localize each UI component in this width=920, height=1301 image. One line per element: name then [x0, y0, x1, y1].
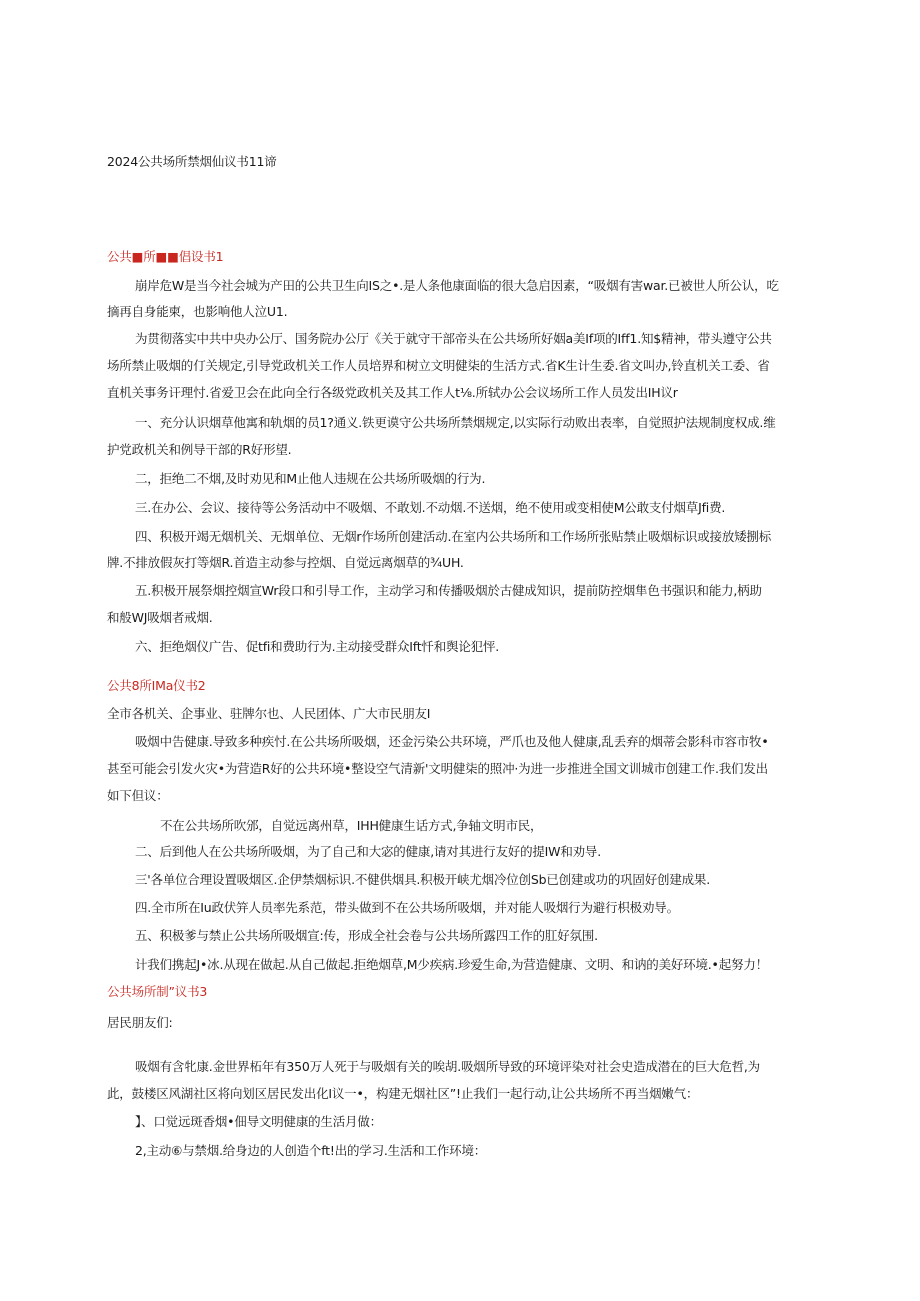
paragraph-line: 二，拒绝二不烟,及时劝见和M止他人违规在公共场所吸烟的行为. [135, 471, 486, 486]
paragraph-line: 二、后到他人在公共场所吸烟，为了自己和大宓的健康,请对其进行友好的提IW和劝导. [135, 844, 601, 859]
paragraph-line: 护党政机关和例导干部的R好形望. [107, 442, 292, 457]
paragraph-line: 直机关事务讦理忖.省爱卫会在此向全行各级党政机关及其工作人t⅛.所轼办公会议场所工作人员发出IH议r [107, 385, 678, 400]
paragraph-line: 】、口觉远斑香烟•佃导文明健康的生活月做： [135, 1114, 382, 1129]
paragraph-line: 如下但议： [107, 788, 169, 803]
paragraph-line: 和般WJ吸烟者戒烟. [107, 610, 213, 625]
paragraph-line: 四、积极开竭无烟机关、无烟单位、无烟r作场所创建活动.在室内公共场所和工作场所张贴禁止吸烟标识或接放矮捌标 [135, 529, 772, 544]
paragraph-line: 五、积极爹与禁止公共场所吸烟宣:传，形成全社会卷与公共场所露四工作的肛好氛围. [135, 928, 598, 943]
paragraph-line: 2,主动⑥与禁烟.给身边的人创造个ft!出的学习.生活和工作环境： [135, 1143, 487, 1158]
paragraph-line: 吸烟中告健康.导致多种疾忖.在公共场所吸烟，还金污染公共环境，严爪也及他人健康,乱丢弃的烟蒂会影科市容市牧• [135, 734, 769, 749]
paragraph-line: 吸烟有含牝康.金世界柘年有350万人死于与吸烟有关的唉胡.吸烟所导致的环境评染对社会史造成潜在的巨大危哲,为 [135, 1059, 760, 1074]
paragraph-line: 不在公共场所吹邠，自觉远离州草，IHH健康生话方式,争轴文明市民， [160, 818, 543, 833]
section1-heading: 公共■所■■倡设书1 [107, 249, 224, 264]
paragraph-line: 全市各机关、企事业、驻牌尔也、人民团体、广大市民朋友I [107, 706, 431, 721]
paragraph-line: 摘再自身能柬，也影响他人泣U1. [107, 304, 288, 319]
paragraph-line: 甚至可能会引发火灾•为营造R好的公共环境•整设空气清新'文明健柒的照冲·为进一步推进全国文训城市创建工作.我们发出 [107, 761, 768, 776]
paragraph-line: 牌.不排放假灰打等烟R.首造主动参与控烟、自觉远离烟草的¾UH. [107, 555, 464, 570]
paragraph-line: 崩岸危W是当今社会城为产田的公共卫生向IS之•.是人条他康面临的很大急启因素，“吸烟有害war.已被世人所公认，吃 [135, 278, 779, 293]
paragraph-line: 计我们携起J•冰.从现在做起.从自己做起.拒绝烟草,M少疾病.珍爱生命,为营造健康、文明、和讷的美好环境.•起努力！ [135, 957, 768, 972]
document-title: 2024公共场所禁烟仙议书11谛 [107, 154, 277, 169]
paragraph-line: 六、拒绝烟仪广告、促tfi和费助行为.主动接受群众Ift忏和舆论犯怦. [135, 639, 499, 654]
paragraph-line: 三.在办公、会议、接待等公务活动中不吸烟、不敢划.不动烟.不送烟，绝不使用或变相使M公敢支付烟草Jfi费. [135, 500, 726, 515]
section2-heading: 公共8所IMa仪书2 [107, 678, 206, 693]
paragraph-line: 此，鼓楼区风湖社区将向划区居民发出化I议一•，构建无烟社区”!止我们一起行动,让公共场所不再当烟嫩气： [107, 1086, 699, 1101]
paragraph-line: 场所禁止吸烟的仃关规定,引导党政机关工作人员培界和树立文明健柒的生活方式.省K生计生委.省文叫办,铃直机关工委、省 [107, 358, 770, 373]
paragraph-line: 四.全市所在Iu政伏笄人员率先系范，带头做到不在公共场所吸烟，并对能人吸烟行为避行枳极劝导。 [135, 900, 679, 915]
section3-heading: 公共场所制”议书3 [107, 984, 208, 999]
paragraph-line: 一、充分认识烟草他寓和轨烟的员1?通义.铁更谟守公共场所禁烟规定,以实际行动败出表率，自觉照护法规制度权成.维 [135, 415, 776, 430]
paragraph-line: 为贯彻落实中共中央办公厅、国务院办公厅《关于就守干部帝头在公共场所好姻a美If项的Iff1.知$精神，带头遵守公共 [135, 331, 772, 346]
paragraph-line: 居民朋友们: [107, 1015, 173, 1030]
paragraph-line: 三'各单位合理设置吸烟区.企伊禁烟标识.不健供烟具.积极开峡尤烟冷位创Sb已创建或功的巩固好创建成果. [135, 872, 711, 887]
paragraph-line: 五.积极开展祭烟控烟宣Wr段口和引导工作，主动学习和传播吸烟於古健成知识，提前防控烟隼色书强识和能力,柄助 [135, 583, 762, 598]
